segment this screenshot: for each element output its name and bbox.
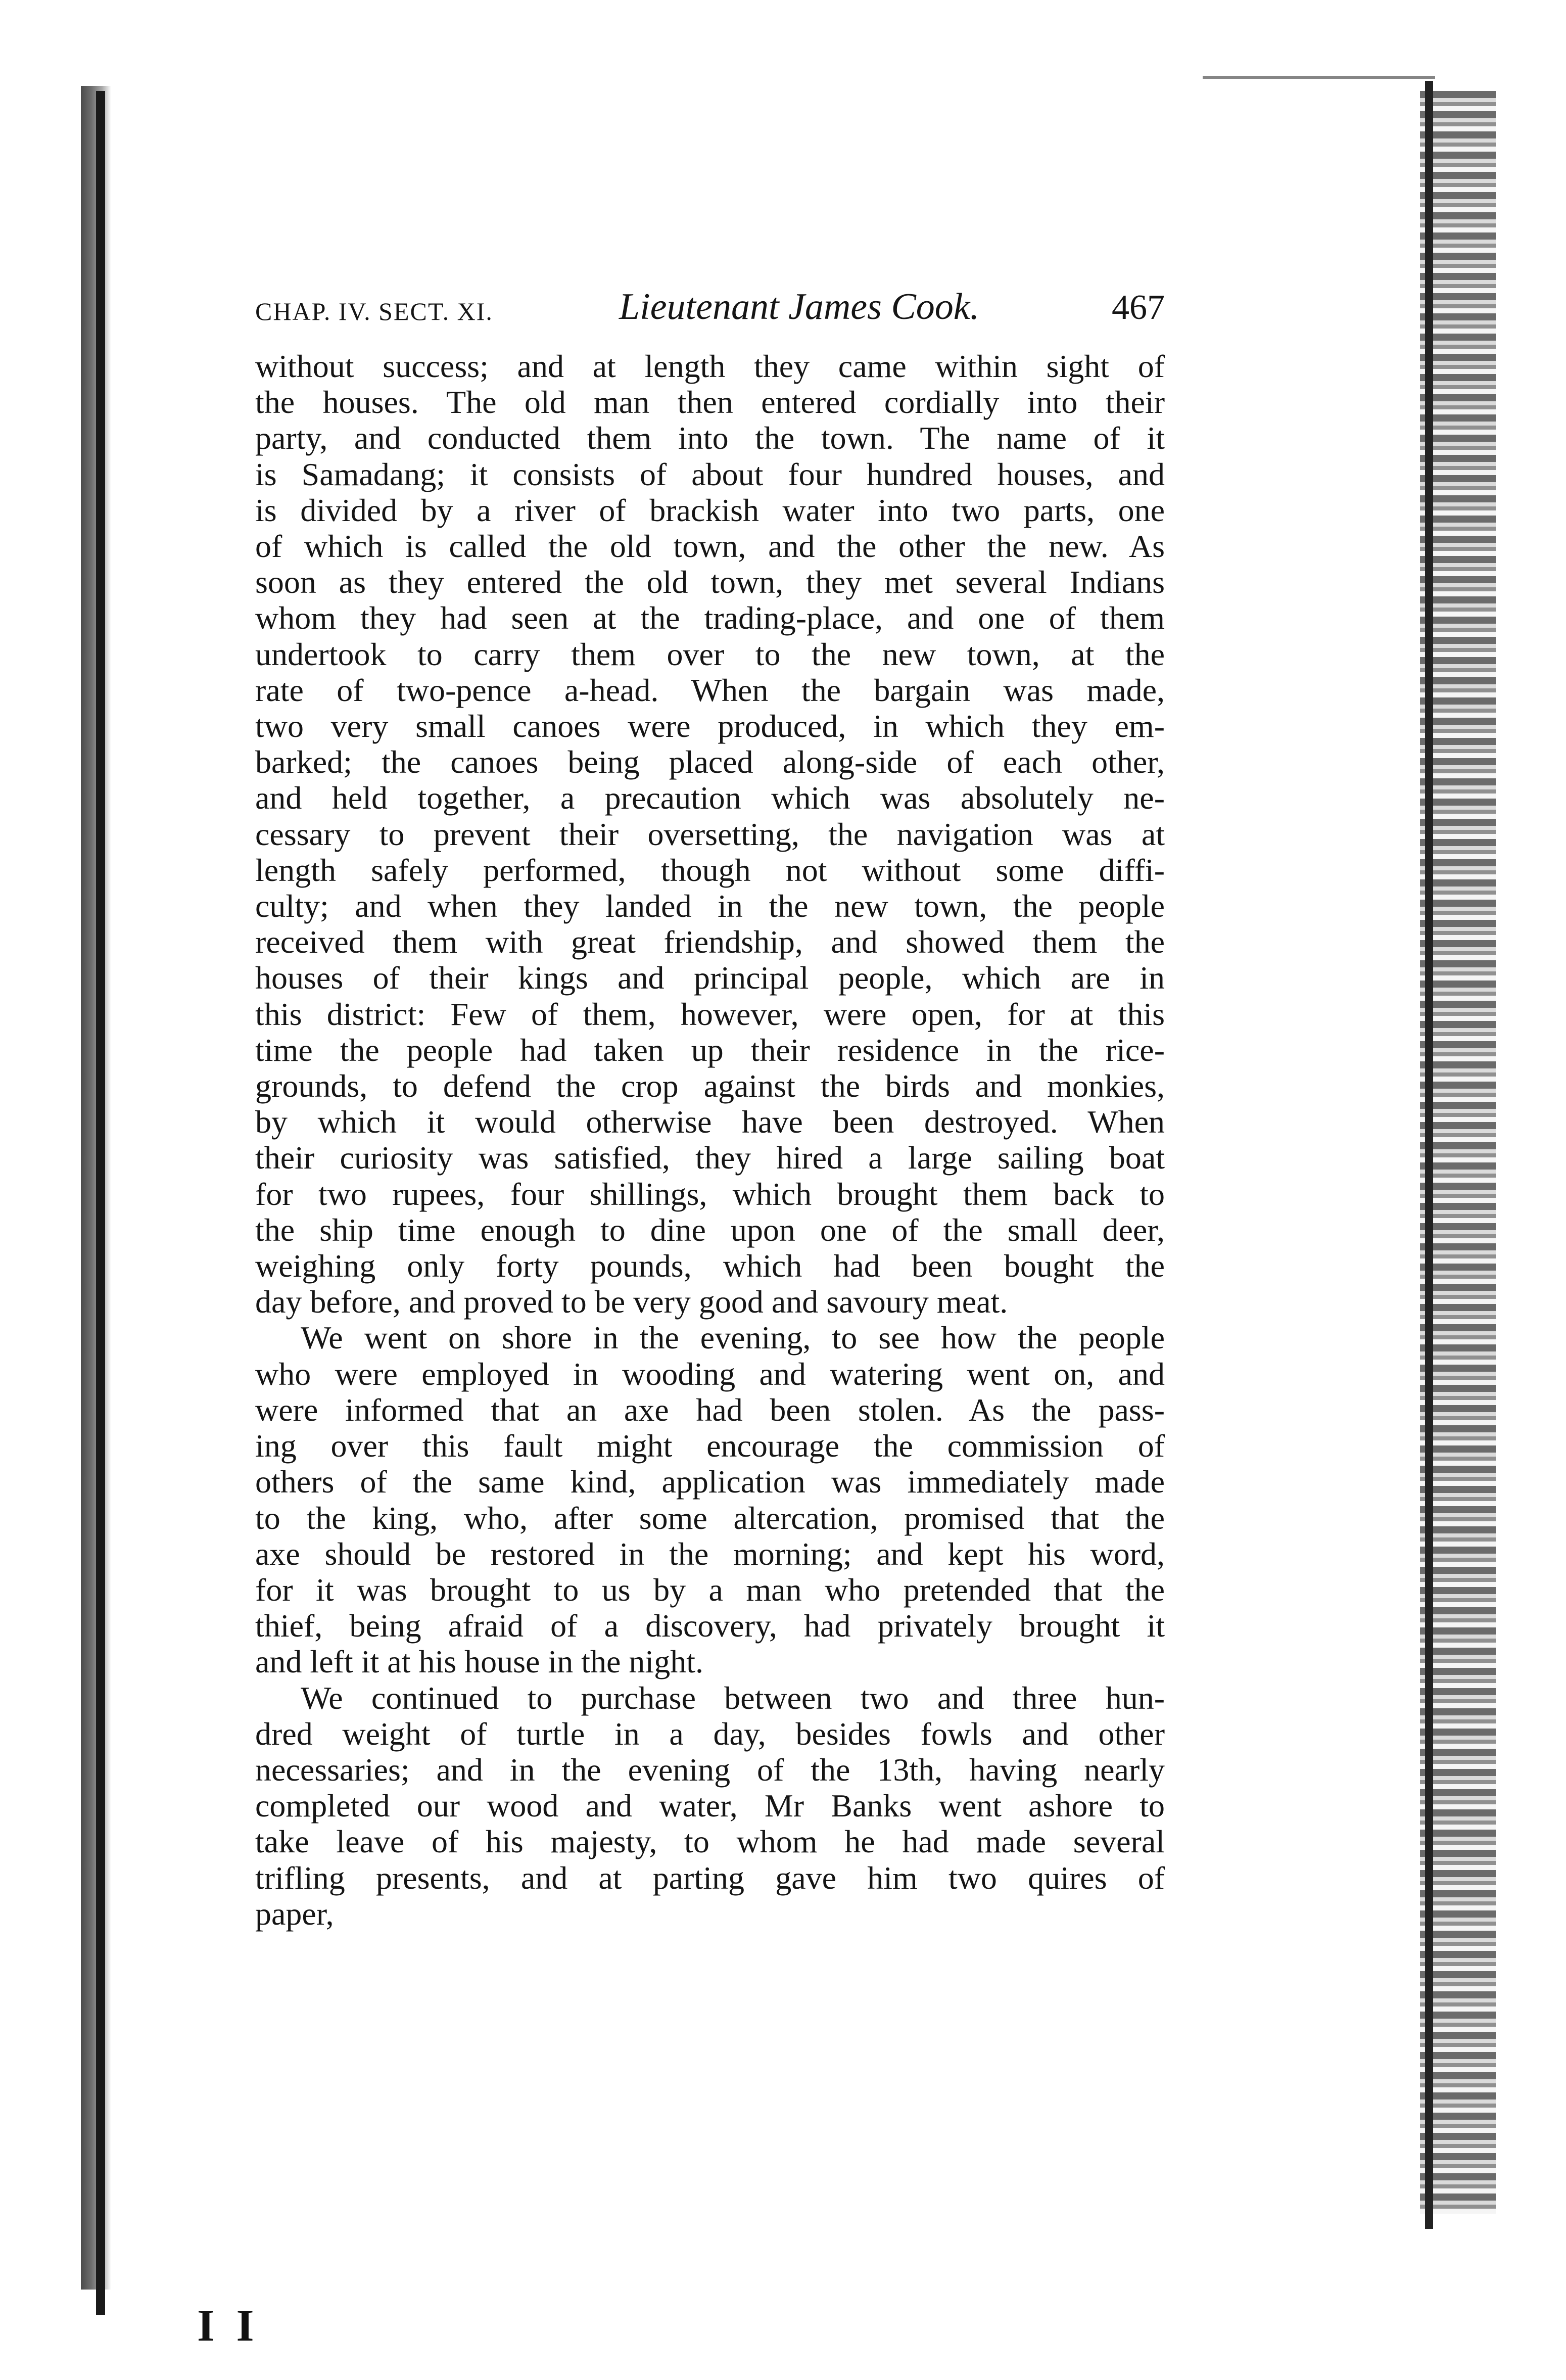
text-line: whom they had seen at the trading-place, and one of them: [255, 600, 1165, 636]
catchword: paper,: [255, 1895, 334, 1932]
paragraph-1: [255, 348, 1165, 1320]
book-page: [255, 286, 1165, 1932]
text-line: were informed that an axe had been stolen. As the pass-: [255, 1391, 1165, 1428]
text-line: culty; and when they landed in the new town, the people: [255, 888, 1165, 924]
text-line: dred weight of turtle in a day, besides fowls and other: [255, 1715, 1165, 1752]
body-text: [255, 348, 1165, 1932]
chapter-section-label: CHAP. IV. SECT. XI.: [255, 297, 493, 325]
text-line: two very small canoes were produced, in which they em-: [255, 708, 1165, 744]
text-line: for two rupees, four shillings, which brought them back to: [255, 1176, 1165, 1212]
text-line: of which is called the old town, and the other the new. As: [255, 528, 1165, 565]
left-binding-edge: [96, 91, 105, 2315]
text-line: time the people had taken up their residence in the rice-: [255, 1032, 1165, 1068]
text-line: by which it would otherwise have been destroyed. When: [255, 1104, 1165, 1140]
text-line: completed our wood and water, Mr Banks went ashore to: [255, 1788, 1165, 1824]
running-title: Lieutenant James Cook.: [619, 286, 980, 328]
text-line: trifling presents, and at parting gave him two quires of: [255, 1859, 1165, 1896]
text-line: who were employed in wooding and watering went on, and: [255, 1356, 1165, 1392]
paragraph-2: [255, 1320, 1165, 1679]
text-line: for it was brought to us by a man who pretended that the: [255, 1571, 1165, 1608]
text-line: soon as they entered the old town, they met several Indians: [255, 564, 1165, 600]
text-line: necessaries; and in the evening of the 13th, having nearly: [255, 1751, 1165, 1788]
text-line: barked; the canoes being placed along-side of each other,: [255, 744, 1165, 780]
page-number: 467: [1112, 288, 1165, 327]
text-line: this district: Few of them, however, were open, for at this: [255, 996, 1165, 1032]
bottom-signature-marks: I I: [197, 2301, 259, 2351]
top-edge-mark: [1203, 76, 1435, 79]
text-line: take leave of his majesty, to whom he had made several: [255, 1824, 1165, 1860]
text-line: grounds, to defend the crop against the birds and monkies,: [255, 1068, 1165, 1104]
text-line: and held together, a precaution which was absolutely ne-: [255, 780, 1165, 816]
text-line: the houses. The old man then entered cordially into their: [255, 384, 1165, 421]
text-line: houses of their kings and principal people, which are in: [255, 960, 1165, 996]
text-line: is divided by a river of brackish water into two parts, one: [255, 492, 1165, 528]
text-line: axe should be restored in the morning; and kept his word,: [255, 1535, 1165, 1572]
text-line: without success; and at length they came within sight of: [255, 348, 1165, 384]
text-line: the ship time enough to dine upon one of the small deer,: [255, 1211, 1165, 1248]
text-line: received them with great friendship, and showed them the: [255, 924, 1165, 960]
running-head: [255, 286, 1165, 336]
text-line: rate of two-pence a-head. When the bargain was made,: [255, 672, 1165, 708]
text-line: length safely performed, though not without some diffi-: [255, 852, 1165, 888]
text-line: to the king, who, after some altercation, promised that the: [255, 1500, 1165, 1536]
paragraph-3: [255, 1680, 1165, 1896]
text-line: We continued to purchase between two and three hun-: [301, 1679, 1165, 1716]
text-line: thief, being afraid of a discovery, had privately brought it: [255, 1608, 1165, 1644]
right-binding-edge: [1425, 81, 1433, 2229]
text-line: undertook to carry them over to the new town, at the: [255, 636, 1165, 672]
text-line: their curiosity was satisfied, they hired a large sailing boat: [255, 1140, 1165, 1176]
text-line: day before, and proved to be very good and savoury meat.: [255, 1284, 1008, 1320]
text-line: weighing only forty pounds, which had been bought the: [255, 1248, 1165, 1284]
text-line: others of the same kind, application was immediately made: [255, 1464, 1165, 1500]
text-line: party, and conducted them into the town. The name of it: [255, 420, 1165, 456]
text-line: ing over this fault might encourage the commission of: [255, 1428, 1165, 1464]
text-line: cessary to prevent their oversetting, the navigation was at: [255, 816, 1165, 852]
text-line: is Samadang; it consists of about four hundred houses, and: [255, 456, 1165, 492]
text-line: and left it at his house in the night.: [255, 1644, 703, 1680]
text-line: We went on shore in the evening, to see how the people: [301, 1320, 1165, 1356]
